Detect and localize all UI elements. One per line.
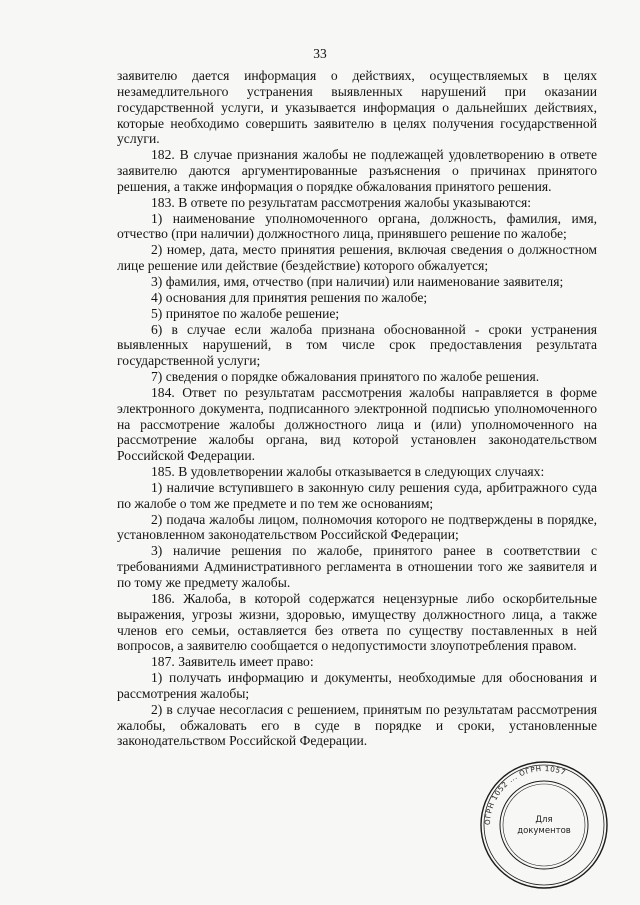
stamp-seal-icon (478, 760, 610, 890)
official-stamp (478, 760, 610, 890)
document-body (117, 68, 597, 749)
paragraph-p11: 184. Ответ по результатам рассмотрения жалобы направляется в форме электронного документа, подписанного электронной подписью уполномоченного на рассмотрение жалобы должностного лица и (или) уполномоченного на рассмотрение жалобы органа, вид которой установлен законодательством Российской Федерации. (117, 384, 597, 464)
paragraph-p06: 3) фамилия, имя, отчество (при наличии) или наименование заявителя; (151, 273, 564, 289)
paragraph-p05: 2) номер, дата, место принятия решения, включая сведения о должностном лице решение или действие (бездействие) которого обжалуется; (117, 242, 597, 274)
paragraph-p01: заявителю дается информация о действиях, осуществляемых в целях незамедлительного устранения выявленных нарушений при оказании государственной услуги, и указывается информация о дальнейших действиях, которые необходимо совершить заявителю в целях получения государственной услуги. (117, 68, 597, 147)
paragraph-p08: 5) принятое по жалобе решение; (151, 305, 340, 321)
paragraph-p04: 1) наименование уполномоченного органа, должность, фамилия, имя, отчество (при наличии) должностного лица, принявшего решение по жалобе; (117, 210, 597, 242)
paragraph-p02: 182. В случае признания жалобы не подлежащей удовлетворению в ответе заявителю даются аргументированные разъяснения о причинах принятого решения, а также информация о порядке обжалования принятого решения. (117, 147, 597, 194)
stamp-ring-text: ОГРН 1052 ... ОГРН 1057 (482, 763, 568, 826)
paragraph-p16: 186. Жалоба, в которой содержатся нецензурные либо оскорбительные выражения, угрозы жизни, здоровью, имуществу должностного лица, а также членов его семьи, оставляется без ответа по существу поставленных в ней вопросов, а заявителю сообщается о недопустимости злоупотребления правом. (117, 590, 597, 654)
paragraph-p17: 187. Заявитель имеет право: (151, 654, 314, 670)
paragraph-p10: 7) сведения о порядке обжалования принятого по жалобе решения. (151, 369, 540, 385)
paragraph-p19: 2) в случае несогласия с решением, принятым по результатам рассмотрения жалобы, обжаловать его в суде в порядке и сроки, установленные законодательством Российской Федерации. (117, 701, 597, 749)
paragraph-p14: 2) подача жалобы лицом, полномочия которого не подтверждены в порядке, установленном законодательством Российской Федерации; (117, 511, 597, 543)
stamp-center-line1: Для (535, 815, 553, 825)
paragraph-p18: 1) получать информацию и документы, необходимые для обоснования и рассмотрения жалобы; (117, 670, 597, 701)
svg-text:ОГРН 1052 ... ОГРН 1057 (483, 764, 567, 825)
page-number: 33 (313, 46, 327, 61)
paragraph-p07: 4) основания для принятия решения по жалобе; (151, 289, 428, 305)
paragraph-p03: 183. В ответе по результатам рассмотрения жалобы указываются: (151, 194, 532, 210)
paragraph-p13: 1) наличие вступившего в законную силу решения суда, арбитражного суда по жалобе о том же предмете и по тем же основаниям; (117, 479, 597, 511)
paragraph-p12: 185. В удовлетворении жалобы отказывается в следующих случаях: (151, 464, 545, 480)
paragraph-p15: 3) наличие решения по жалобе, принятого ранее в соответствии с требованиями Административного регламента в отношении того же заявителя и по тому же предмету жалобы. (117, 543, 597, 590)
stamp-center-line2: документов (517, 826, 571, 836)
paragraph-p09: 6) в случае если жалоба признана обоснованной - сроки устранения выявленных нарушений, в том числе срок предоставления результата государственной услуги; (117, 321, 597, 369)
